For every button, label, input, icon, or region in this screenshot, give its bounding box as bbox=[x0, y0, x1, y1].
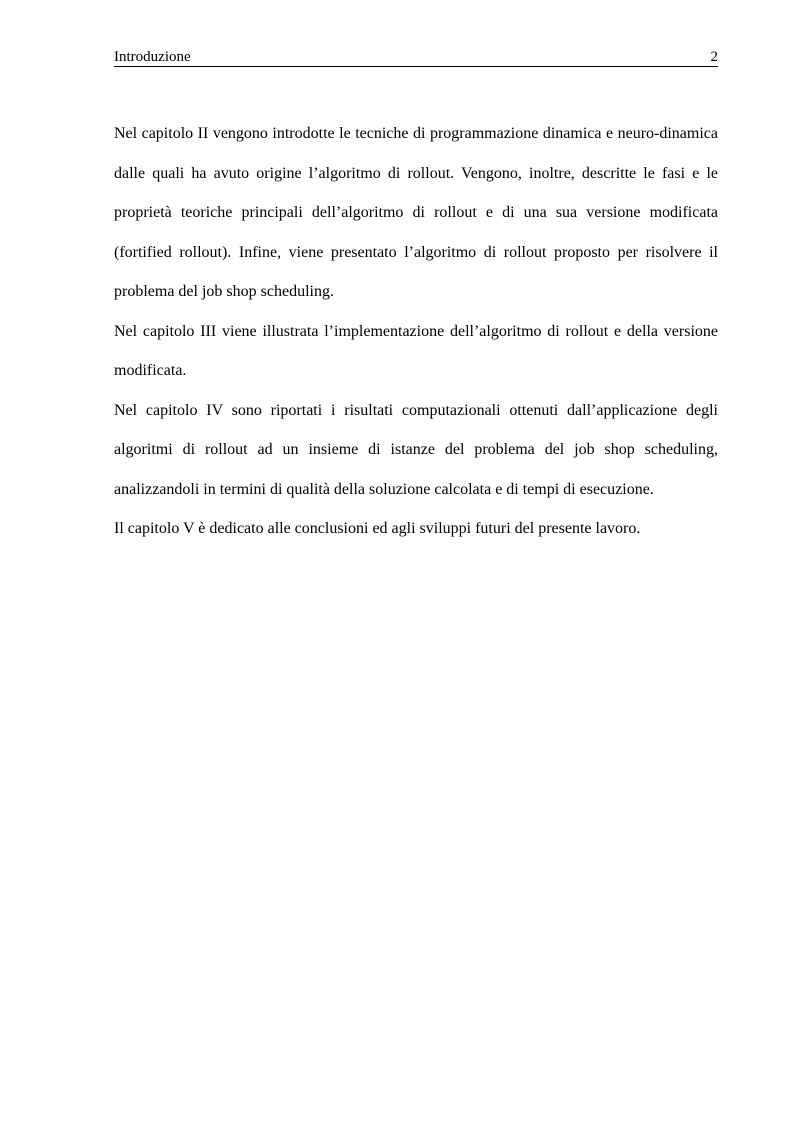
chapter-title: Introduzione bbox=[114, 49, 191, 65]
paragraph-chapter-ii: Nel capitolo II vengono introdotte le tecniche di programmazione dinamica e neuro-dinamica dalle quali ha avuto origine l’algoritmo di rollout. Vengono, inoltre, descritte le fasi e le proprietà teoriche principali dell’algoritmo di rollout e di una sua versione modificata (fortified rollout). Infine, viene presentato l’algoritmo di rollout proposto per risolvere il problema del job shop scheduling. bbox=[114, 125, 718, 300]
paragraph-chapter-iii: Nel capitolo III viene illustrata l’implementazione dell’algoritmo di rollout e della versione modificata. bbox=[114, 322, 718, 379]
page-number: 2 bbox=[710, 49, 718, 65]
body-text bbox=[114, 114, 718, 549]
paragraph-chapter-iv: Nel capitolo IV sono riportati i risultati computazionali ottenuti dall’applicazione degli algoritmi di rollout ad un insieme di istanze del problema del job shop scheduling, analizzandoli in termini di qualità della soluzione calcolata e di tempi di esecuzione. bbox=[114, 401, 718, 498]
paragraph-chapter-v: Il capitolo V è dedicato alle conclusioni ed agli sviluppi futuri del presente lavoro. bbox=[114, 520, 641, 537]
running-header bbox=[114, 48, 718, 67]
